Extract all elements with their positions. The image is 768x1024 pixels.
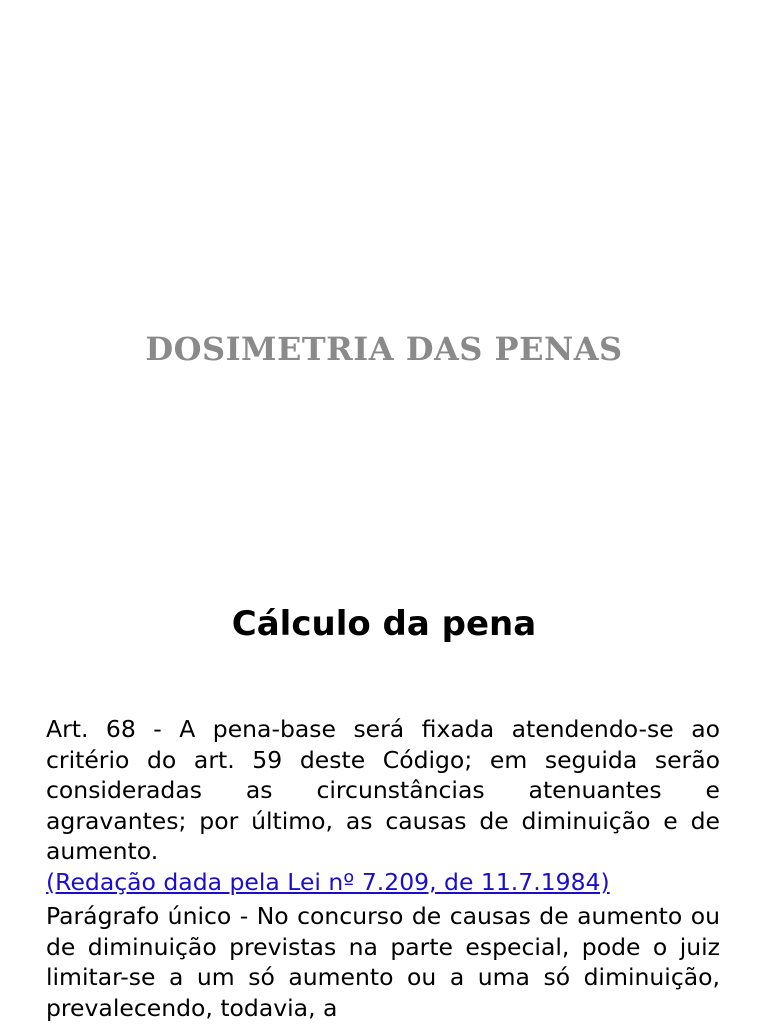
section-title: Cálculo da pena: [231, 604, 537, 644]
paragrafo-unico-text: Parágrafo único - No concurso de causas de aumento ou de diminuição previstas na parte especial, pode o juiz limitar-se a um só aumento ou a uma só diminuição, prevalecendo, todavia, a: [46, 902, 720, 1022]
art-68-text: Art. 68 - A pena-base será fixada atendendo-se ao critério do art. 59 deste Código; em seguida serão consideradas as circunstâncias atenuantes e agravantes; por último, as causas de diminuição e de aumento.: [46, 715, 720, 865]
document-title: DOSIMETRIA DAS PENAS: [145, 330, 623, 368]
redacao-link[interactable]: (Redação dada pela Lei nº 7.209, de 11.7.1984): [46, 867, 610, 896]
law-text-block: [46, 714, 720, 1023]
art-68-paragraph: [46, 714, 720, 897]
